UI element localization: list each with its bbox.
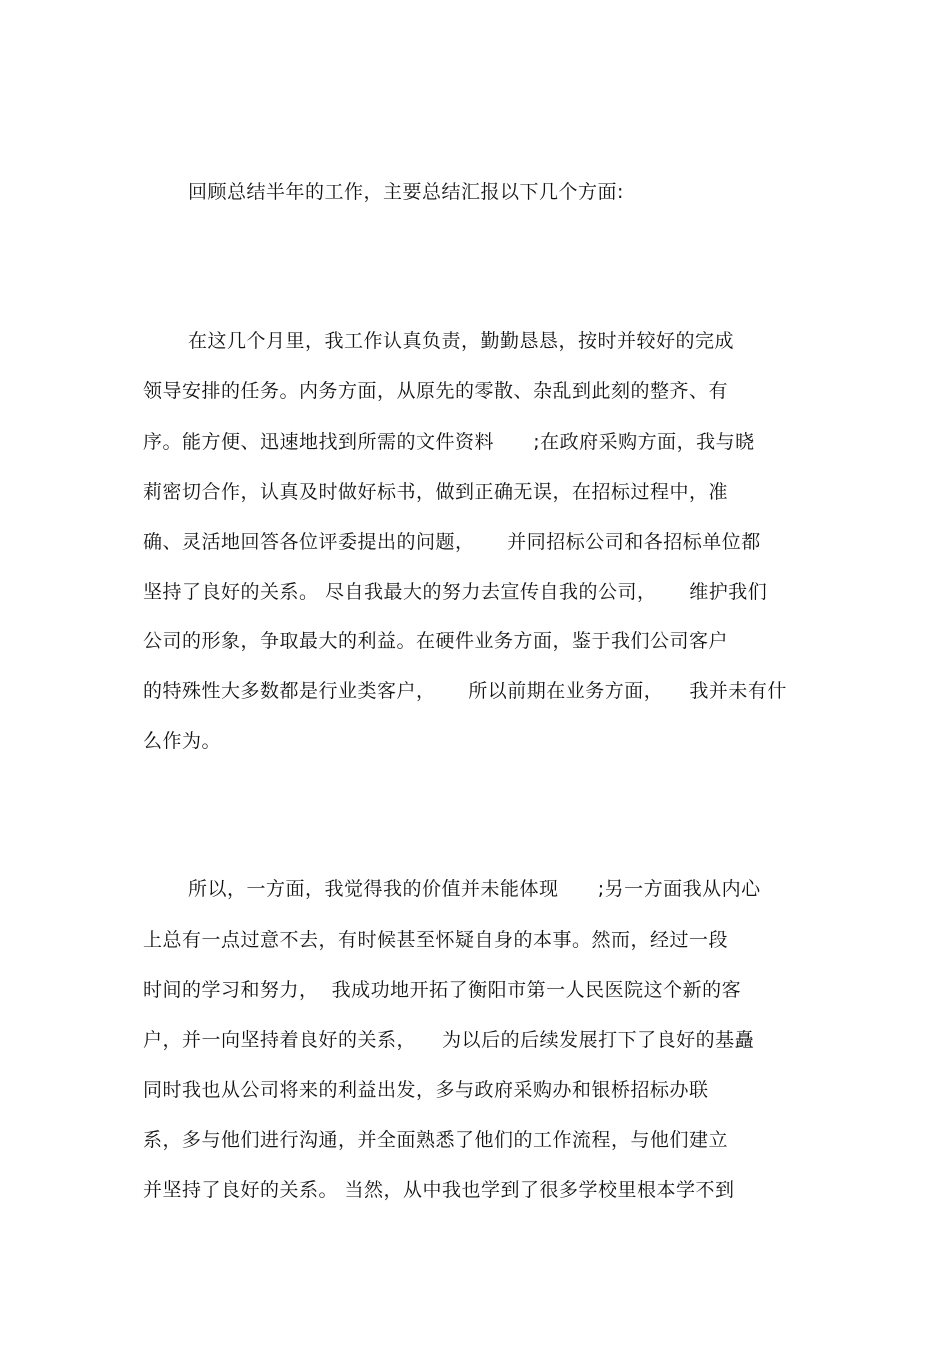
paragraph-2-line-2: 领导安排的任务。内务方面，从原先的零散、杂乱到此刻的整齐、有	[143, 380, 729, 402]
paragraph-3-line-1: 所以，一方面，我觉得我的价值并未能体现 ;另一方面我从内心	[188, 878, 761, 900]
paragraph-3-line-5: 同时我也从公司将来的利益出发，多与政府采购办和银桥招标办联	[143, 1079, 709, 1101]
paragraph-2-line-6: 坚持了良好的关系。 尽自我最大的努力去宣传自我的公司， 维护我们	[143, 581, 768, 603]
paragraph-3-line-3: 时间的学习和努力， 我成功地开拓了衡阳市第一人民医院这个新的客	[143, 979, 742, 1001]
paragraph-3-line-7: 并坚持了良好的关系。 当然，从中我也学到了很多学校里根本学不到	[143, 1179, 735, 1201]
paragraph-3-line-4: 户，并一向坚持着良好的关系， 为以后的后续发展打下了良好的基矗	[143, 1029, 755, 1051]
paragraph-2-line-4: 莉密切合作，认真及时做好标书，做到正确无误，在招标过程中，准	[143, 481, 729, 503]
paragraph-3-line-6: 系，多与他们进行沟通，并全面熟悉了他们的工作流程，与他们建立	[143, 1129, 729, 1151]
paragraph-2-line-5: 确、灵活地回答各位评委提出的问题， 并同招标公司和各招标单位都	[143, 531, 761, 553]
paragraph-2-line-8: 的特殊性大多数都是行业类客户， 所以前期在业务方面， 我并未有什	[143, 680, 787, 702]
paragraph-2-line-9: 么作为。	[143, 730, 222, 752]
paragraph-1-line-1: 回顾总结半年的工作，主要总结汇报以下几个方面:	[188, 181, 624, 203]
paragraph-2-line-1: 在这几个月里，我工作认真负责，勤勤恳恳，按时并较好的完成	[188, 330, 735, 352]
paragraph-2-line-3: 序。能方便、迅速地找到所需的文件资料 ;在政府采购方面，我与晓	[143, 431, 755, 453]
paragraph-2-line-7: 公司的形象，争取最大的利益。在硬件业务方面，鉴于我们公司客户	[143, 630, 729, 652]
paragraph-3-line-2: 上总有一点过意不去，有时候甚至怀疑自身的本事。然而，经过一段	[143, 929, 729, 951]
